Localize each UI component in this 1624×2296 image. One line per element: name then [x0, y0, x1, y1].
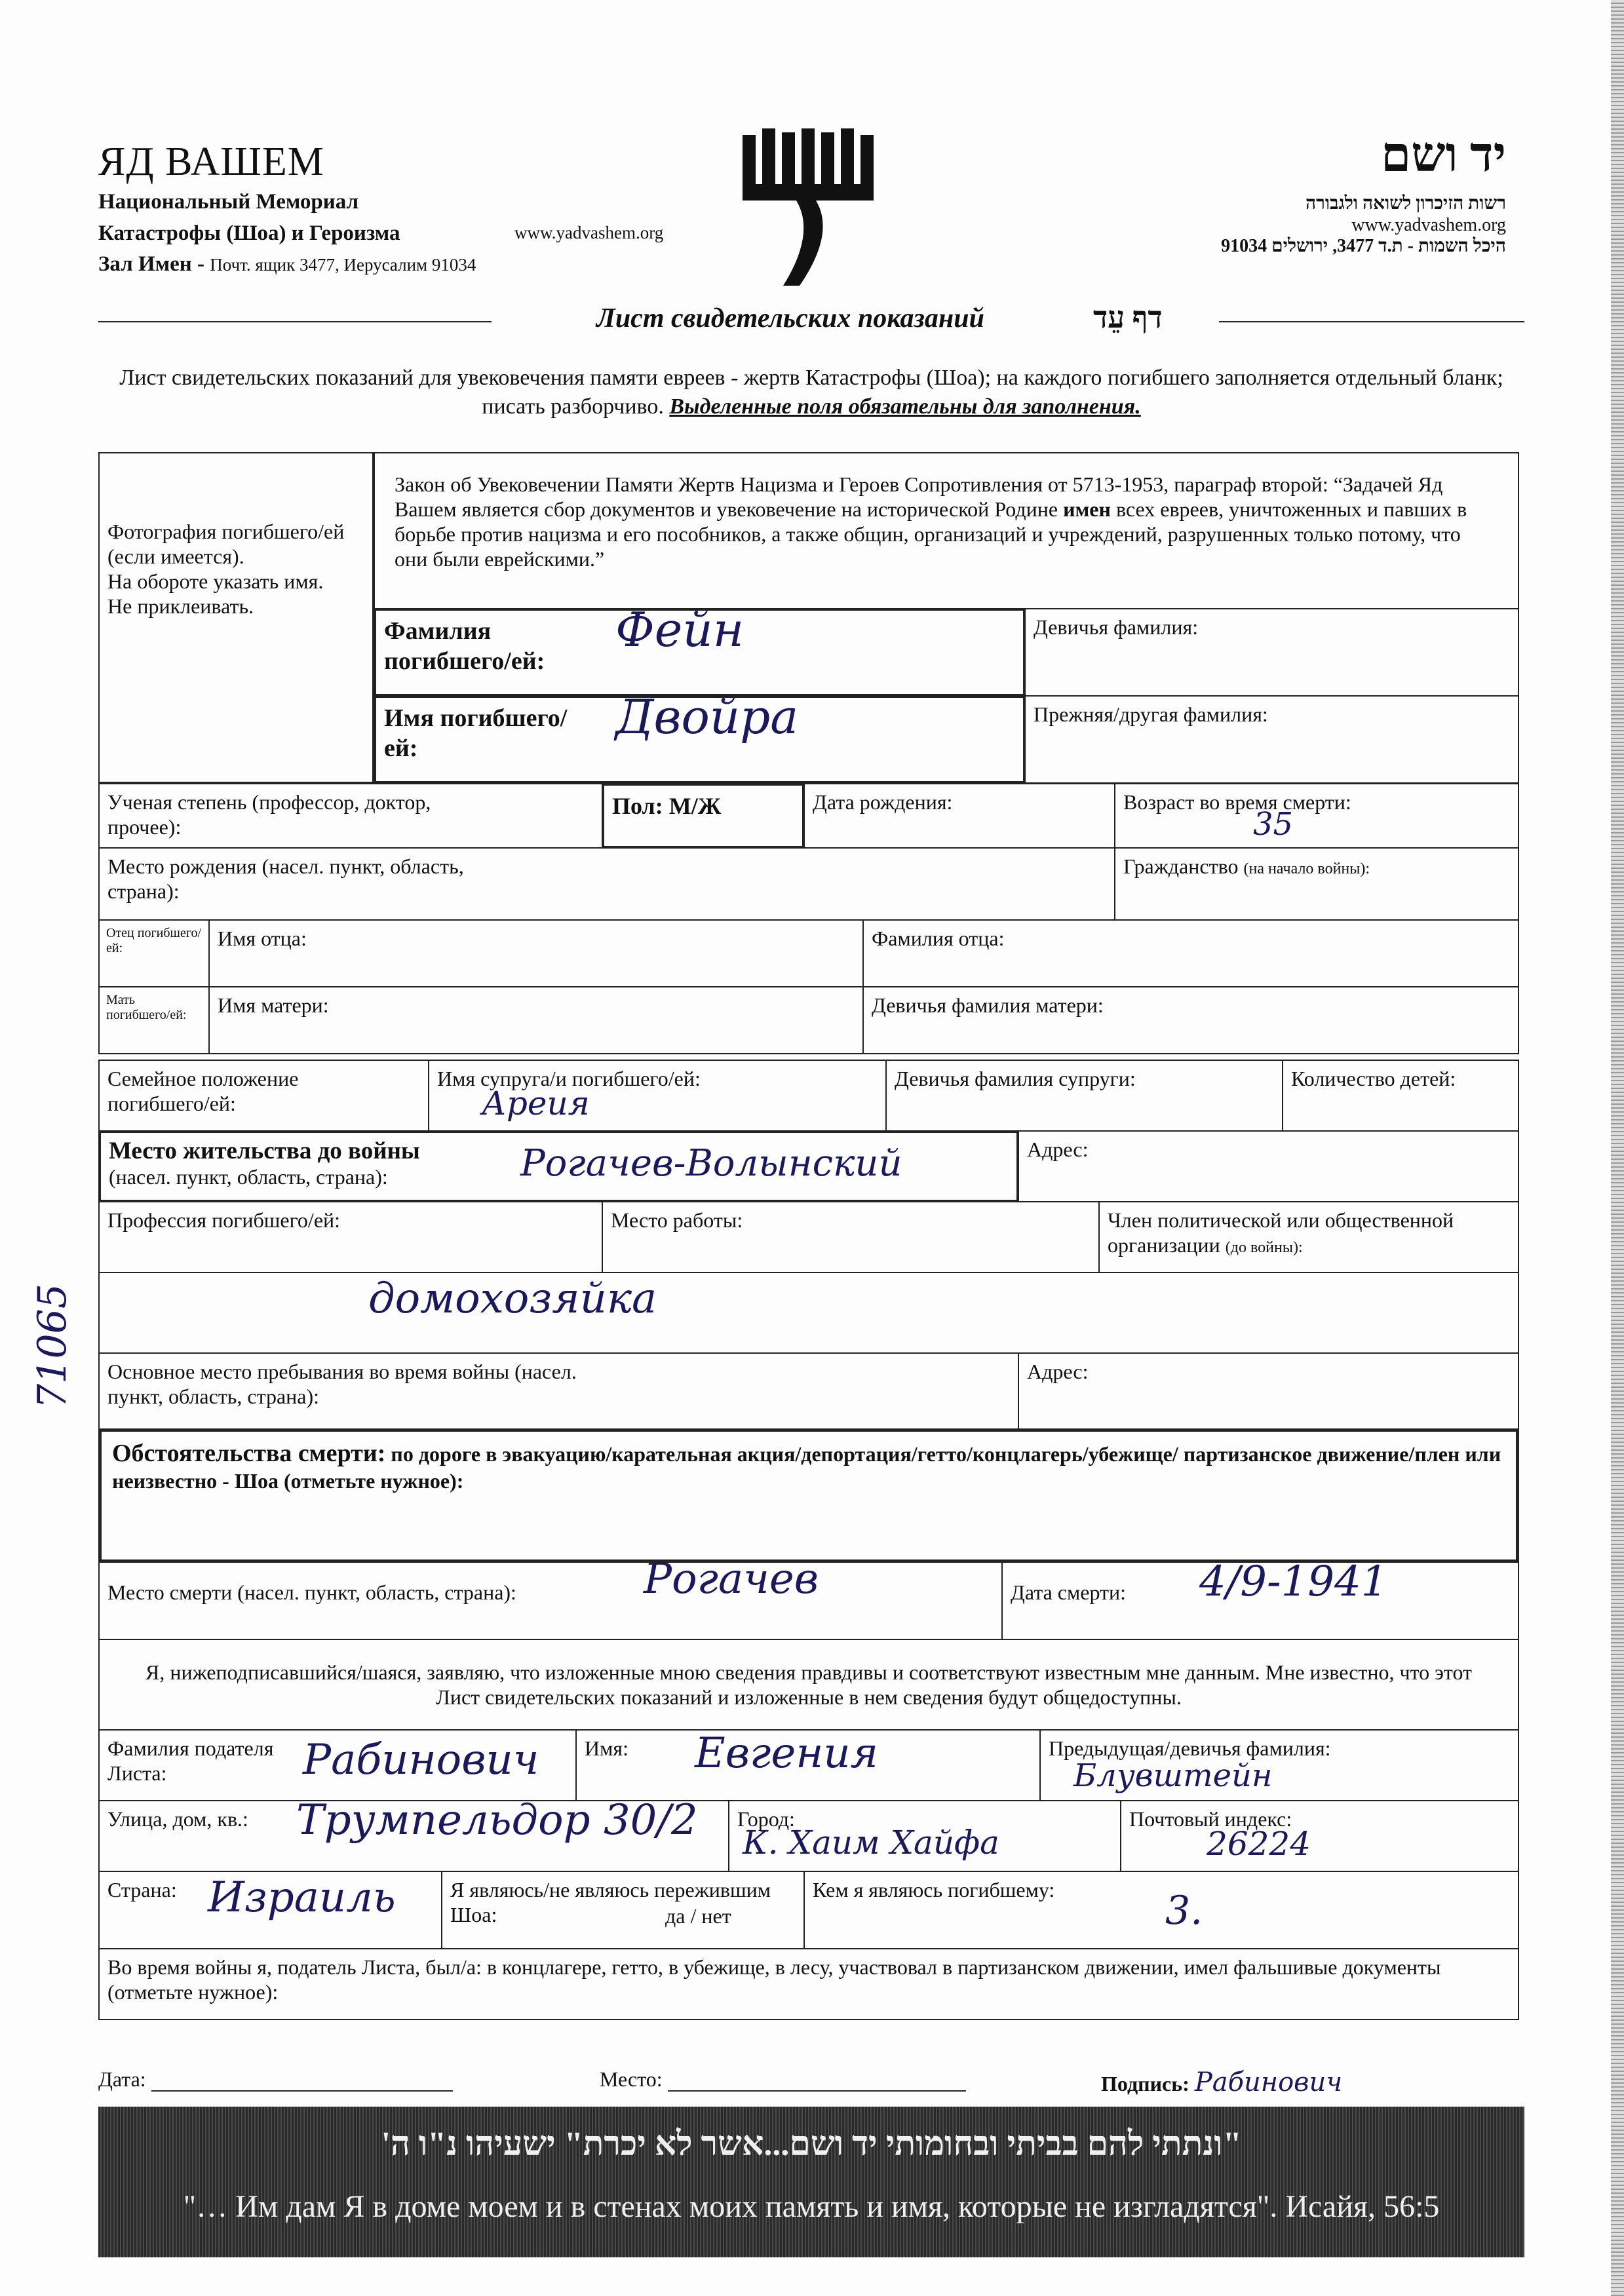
submitter-name-label: Имя:	[585, 1736, 628, 1760]
death-date-label: Дата смерти:	[1011, 1580, 1127, 1604]
org-subtitle-he: רשות הזיכרון לשואה ולגבורה	[1305, 193, 1506, 214]
yad-vashem-logo-icon	[737, 128, 878, 292]
org-title-he: יד ושם	[1381, 128, 1506, 182]
spouse-maiden-field[interactable]	[885, 1060, 1283, 1132]
photo-box[interactable]	[98, 452, 374, 783]
victim-maiden-name-label: Девичья фамилия:	[1034, 615, 1199, 639]
law-text-bold: имен	[1063, 497, 1111, 521]
form-title-ru: Лист свидетельских показаний	[596, 303, 984, 334]
quote-banner	[98, 2107, 1524, 2257]
signature-value: Рабинович	[1194, 2067, 1343, 2097]
submitter-street-value: Трумпельдор 30/2	[296, 1800, 698, 1845]
death-circumstances-options: по дороге в эвакуацию/карательная акция/депортация/гетто/концлагерь/убежище/ партизанское движение/плен или неизвестно - Шоа (отметьте нужное):	[112, 1442, 1501, 1493]
wartime-address-field[interactable]	[1018, 1352, 1519, 1430]
prewar-address-label: Адрес:	[1027, 1138, 1089, 1161]
father-name-label: Имя отца:	[218, 927, 307, 950]
age-at-death-field[interactable]	[1114, 783, 1519, 849]
gender-label: Пол: М/Ж	[612, 793, 722, 819]
survivor-options[interactable]: да / нет	[665, 1904, 731, 1928]
submitter-postal-label: Почтовый индекс:	[1129, 1807, 1292, 1831]
quote-russian: "… Им дам Я в доме моем и в стенах моих память и имя, которые не изгладятся". Исайя, 56:5	[183, 2189, 1440, 2224]
wartime-place-label: Основное место пребывания во время войны (насел. пункт, область, страна):	[107, 1360, 577, 1408]
death-circumstances-field[interactable]	[98, 1428, 1519, 1563]
title-rule-right	[1219, 321, 1524, 322]
law-text-part2: всех евреев, уничтоженных и павших в борьбе против нацизма и его пособников, а также общин, организаций и учреждений, разрушенных только потому, что они были еврейскими.”	[395, 497, 1467, 571]
prewar-address-field[interactable]	[1018, 1130, 1519, 1202]
mother-row-label: Мать погибшего/ей:	[98, 986, 210, 1054]
submitter-city-label: Город:	[737, 1807, 795, 1831]
archive-number-stamp: 71065	[29, 1284, 75, 1409]
father-row-label: Отец погибшего/ей:	[98, 919, 210, 987]
submitter-country-field[interactable]	[98, 1871, 442, 1949]
relationship-label: Кем я являюсь погибшему:	[813, 1878, 1055, 1902]
death-place-value: Рогачев	[644, 1561, 819, 1603]
submitter-prev-name-label: Предыдущая/девичья фамилия:	[1049, 1736, 1331, 1760]
org-address-he: היכל השמות - ת.ד 3477, ירושלים 91034	[1221, 236, 1506, 256]
intro-instructions: Лист свидетельских показаний для увековечения памяти евреев - жертв Катастрофы (Шоа); на каждого погибшего заполняется отдельный бланк; писать разборчиво.	[119, 366, 1503, 419]
law-text-part1: Закон об Увековечении Памяти Жертв Нацизма и Героев Сопротивления от 5713-1953, параграф второй: “Задачей Яд Вашем является сбор документов и увековечение на исторической Родине	[395, 472, 1443, 521]
birthplace-field[interactable]	[98, 847, 1115, 921]
survivor-field[interactable]	[441, 1871, 805, 1949]
profession-value-area[interactable]	[98, 1272, 1519, 1354]
relationship-field[interactable]	[803, 1871, 1519, 1949]
submitter-surname-label: Фамилия подателя Листа:	[107, 1736, 274, 1785]
citizenship-field[interactable]	[1114, 847, 1519, 921]
submitter-city-field[interactable]	[728, 1800, 1121, 1872]
marital-status-field[interactable]	[98, 1060, 429, 1132]
children-count-field[interactable]	[1282, 1060, 1519, 1132]
victim-first-name-label: Имя погибшего/ей:	[384, 704, 568, 762]
org-subtitle-ru-2: Катастрофы (Шоа) и Героизма	[98, 221, 400, 245]
wartime-place-field[interactable]	[98, 1352, 1019, 1430]
submitter-street-field[interactable]	[98, 1800, 729, 1872]
submitter-name-field[interactable]	[575, 1729, 1041, 1801]
organization-member-label: Член политической или общественной организации	[1108, 1208, 1454, 1257]
spouse-name-value: Ареия	[482, 1084, 590, 1122]
submitter-postal-value: 26224	[1207, 1825, 1311, 1863]
testimony-form	[98, 452, 1519, 2004]
org-title-ru: ЯД ВАШЕМ	[98, 140, 324, 184]
victim-surname-value: Фейн	[615, 608, 744, 657]
submitter-prev-name-field[interactable]	[1039, 1729, 1519, 1801]
victim-surname-field[interactable]	[374, 608, 1026, 697]
intro-text	[98, 364, 1524, 421]
father-surname-label: Фамилия отца:	[872, 927, 1005, 950]
death-date-field[interactable]	[1001, 1561, 1519, 1640]
place-line[interactable]	[600, 2067, 966, 2092]
org-postal-address: Почт. ящик 3477, Иерусалим 91034	[210, 255, 476, 275]
workplace-field[interactable]	[602, 1201, 1100, 1273]
prewar-residence-label: Место жительства до войны	[109, 1138, 420, 1164]
citizenship-label: Гражданство	[1123, 854, 1239, 878]
profession-field[interactable]	[98, 1201, 603, 1273]
org-hall-line	[98, 252, 476, 277]
spouse-maiden-label: Девичья фамилия супруги:	[895, 1067, 1136, 1090]
workplace-label: Место работы:	[611, 1208, 743, 1232]
title-rule-left	[98, 321, 492, 322]
quote-hebrew: "ונתתי להם בביתי ובחומותי יד ושם...אשר לא יכרת" ישעיהו נ"ו ה'	[381, 2126, 1242, 2163]
birth-date-field[interactable]	[803, 783, 1115, 849]
submitter-country-value: Израиль	[208, 1873, 396, 1922]
age-at-death-value: 35	[1253, 806, 1294, 843]
victim-first-name-field[interactable]	[374, 695, 1026, 784]
mother-name-label: Имя матери:	[218, 993, 329, 1017]
death-place-label: Место смерти (насел. пункт, область, страна):	[107, 1580, 516, 1604]
law-text	[374, 452, 1519, 609]
mother-name-field[interactable]	[208, 986, 864, 1054]
death-date-value: 4/9-1941	[1199, 1561, 1388, 1606]
death-place-field[interactable]	[98, 1561, 1003, 1640]
date-line[interactable]	[98, 2067, 453, 2092]
signature-label: Подпись:	[1101, 2072, 1189, 2095]
degree-field[interactable]	[98, 783, 603, 849]
prewar-residence-sublabel: (насел. пункт, область, страна):	[109, 1165, 388, 1189]
prewar-residence-value: Рогачев-Волынский	[520, 1142, 902, 1185]
photo-text-3: Не приклеивать.	[107, 594, 254, 618]
victim-surname-label: Фамилия погибшего/ей:	[384, 617, 545, 675]
mother-maiden-label: Девичья фамилия матери:	[872, 993, 1104, 1017]
website-ru: www.yadvashem.org	[514, 223, 664, 242]
website-he: www.yadvashem.org	[1351, 215, 1506, 235]
degree-label: Ученая степень (профессор, доктор, прочее):	[107, 790, 431, 839]
birth-date-label: Дата рождения:	[813, 790, 953, 814]
form-title-he: דף עֵד	[1093, 301, 1163, 334]
date-blank[interactable]	[151, 2071, 453, 2092]
org-subtitle-ru-1: Национальный Мемориал	[98, 190, 359, 214]
intro-required-note: Выделенные поля обязательны для заполнения.	[669, 394, 1141, 419]
organization-member-field[interactable]	[1098, 1201, 1519, 1273]
birthplace-label: Место рождения (насел. пункт, область, страна):	[107, 854, 464, 903]
wartime-address-label: Адрес:	[1027, 1360, 1089, 1383]
submitter-country-label: Страна:	[107, 1878, 177, 1902]
organization-member-note: (до войны):	[1225, 1239, 1303, 1256]
form-title-row	[98, 303, 1524, 339]
submitter-postal-field[interactable]	[1120, 1800, 1519, 1872]
submitter-surname-field[interactable]	[98, 1729, 577, 1801]
survivor-label: Я являюсь/не являюсь пережившим Шоа:	[450, 1878, 771, 1926]
submitter-surname-value: Рабинович	[303, 1736, 539, 1784]
spouse-name-field[interactable]	[428, 1060, 887, 1132]
submitter-wartime-field[interactable]: Во время войны я, податель Листа, был/а: в концлагере, гетто, в убежище, в лесу, участвовал в партизанском движении, имел фальшивые документы (отметьте нужное):	[98, 1948, 1519, 2020]
gender-field[interactable]	[602, 783, 805, 849]
victim-other-surname-field[interactable]	[1024, 695, 1519, 784]
citizenship-note: (на начало войны):	[1243, 860, 1370, 877]
death-circumstances-label: Обстоятельства смерти:	[112, 1440, 386, 1467]
place-label: Место:	[600, 2067, 663, 2091]
declaration: Я, нижеподписавшийся/шаяся, заявляю, что изложенные мною сведения правдивы и соответствуют известным мне данным. Мне известно, что этот Лист свидетельских показаний и изложенные в нем сведения будут общедоступны.	[98, 1639, 1519, 1731]
prewar-residence-field[interactable]	[98, 1130, 1019, 1202]
victim-other-surname-label: Прежняя/другая фамилия:	[1034, 702, 1268, 726]
marital-status-label: Семейное положение погибшего/ей:	[107, 1067, 299, 1115]
victim-first-name-value: Двойра	[615, 695, 799, 744]
place-blank[interactable]	[668, 2071, 966, 2092]
father-surname-field[interactable]	[862, 919, 1519, 987]
signature-line[interactable]	[1101, 2067, 1342, 2097]
age-at-death-label: Возраст во время смерти:	[1123, 790, 1351, 814]
submitter-city-value: К. Хаим Хайфа	[743, 1824, 999, 1862]
mother-maiden-field[interactable]	[862, 986, 1519, 1054]
org-hall-label: Зал Имен -	[98, 252, 205, 276]
photo-text-1: Фотография погибшего/ей (если имеется).	[107, 520, 345, 568]
photo-text-2: На обороте указать имя.	[107, 569, 324, 593]
date-label: Дата:	[98, 2067, 146, 2091]
father-name-field[interactable]	[208, 919, 864, 987]
children-count-label: Количество детей:	[1291, 1067, 1456, 1090]
scan-edge	[1611, 0, 1624, 2296]
relationship-value: 3.	[1165, 1888, 1203, 1934]
spouse-name-label: Имя супруга/и погибшего/ей:	[437, 1067, 701, 1090]
submitter-name-value: Евгения	[695, 1729, 878, 1778]
submitter-prev-name-value: Блувштейн	[1073, 1757, 1273, 1794]
victim-maiden-name-field[interactable]	[1024, 608, 1519, 697]
profession-value: домохозяйка	[368, 1274, 657, 1323]
submitter-street-label: Улица, дом, кв.:	[107, 1807, 248, 1831]
profession-label: Профессия погибшего/ей:	[107, 1208, 341, 1232]
